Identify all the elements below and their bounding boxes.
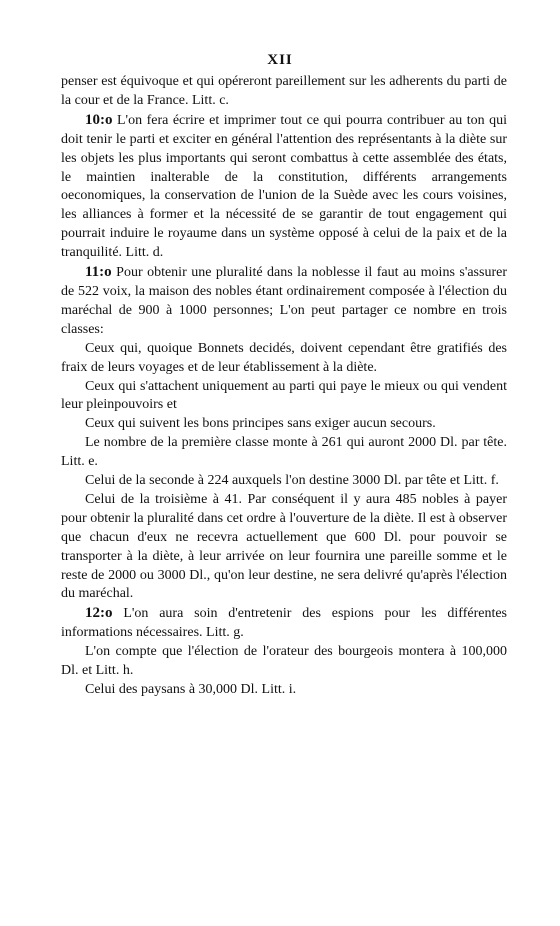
page-number: XII bbox=[267, 52, 293, 68]
paragraph: Celui de la seconde à 224 auxquels l'on destine 3000 Dl. par tête et Litt. f. bbox=[85, 473, 499, 489]
paragraph: Ceux qui, quoique Bonnets decidés, doivent cependant être gratifiés des fraix de leurs voyages et de leur établissement à la diète. bbox=[61, 340, 507, 375]
paragraph-article-11 bbox=[61, 263, 507, 340]
paragraph: L'on compte que l'élection de l'orateur des bourgeois montera à 100,000 Dl. et Litt. h. bbox=[61, 644, 507, 679]
paragraph: Celui des paysans à 30,000 Dl. Litt. i. bbox=[85, 682, 297, 697]
paragraph-article-10 bbox=[61, 111, 507, 263]
paragraph-text: Pour obtenir une pluralité dans la noblesse il faut au moins s'assurer de 522 voix, la maison des nobles étant ordinairement composée à l'élection du maréchal de 900 à 1000 personnes; L'on peut partager ce nombre en trois classes: bbox=[61, 265, 507, 337]
body-text bbox=[61, 73, 507, 700]
paragraph: Ceux qui suivent les bons principes sans exiger aucun secours. bbox=[85, 416, 436, 432]
paragraph-text: L'on aura soin d'entretenir des espions pour les différentes informations nécessaires. Litt. g. bbox=[61, 606, 507, 641]
paragraph: Ceux qui s'attachent uniquement au parti qui paye le mieux ou qui vendent leur pleinpouvoirs et bbox=[61, 378, 507, 413]
article-number: 12:o bbox=[85, 605, 113, 622]
paragraph: Celui de la troisième à 41. Par conséquent il y aura 485 nobles à payer pour obtenir la pluralité dans cet ordre à l'ouverture de la diète. Il est à observer que chacun d'eux ne recevra actuellement que 600 Dl. pour pouvoir se transporter à la diète, à leur arrivée on leur fournira une pareille somme et le reste de 2000 ou 3000 Dl., qu'on leur destine, ne sera delivré qu'après l'élection du maréchal. bbox=[61, 491, 507, 602]
paragraph: Le nombre de la première classe monte à 261 qui auront 2000 Dl. par tête. Litt. e. bbox=[61, 435, 507, 470]
paragraph-article-12 bbox=[61, 604, 507, 643]
paragraph-text: L'on fera écrire et imprimer tout ce qui pourra contribuer au ton qui doit tenir le parti et exciter en général l'attention des représentants à la diète sur les objets les plus importants qui seront combattus à cette assemblée des états, le maintien inalterable de la constitution, différents arrangements oeconomiques, la conservation de l'union de la Suède avec les cours voisines, les alliances à former et la nécessité de se garantir de tout engagement qui pourrait induire le royaume dans un système opposé à celui de la paix et de la tranquilité. Litt. d. bbox=[61, 112, 507, 261]
paragraph-continuation: penser est équivoque et qui opéreront pareillement sur les adherents du parti de la cour et de la France. Litt. c. bbox=[61, 74, 507, 108]
article-number: 10:o bbox=[85, 111, 113, 128]
article-number: 11:o bbox=[85, 264, 112, 281]
